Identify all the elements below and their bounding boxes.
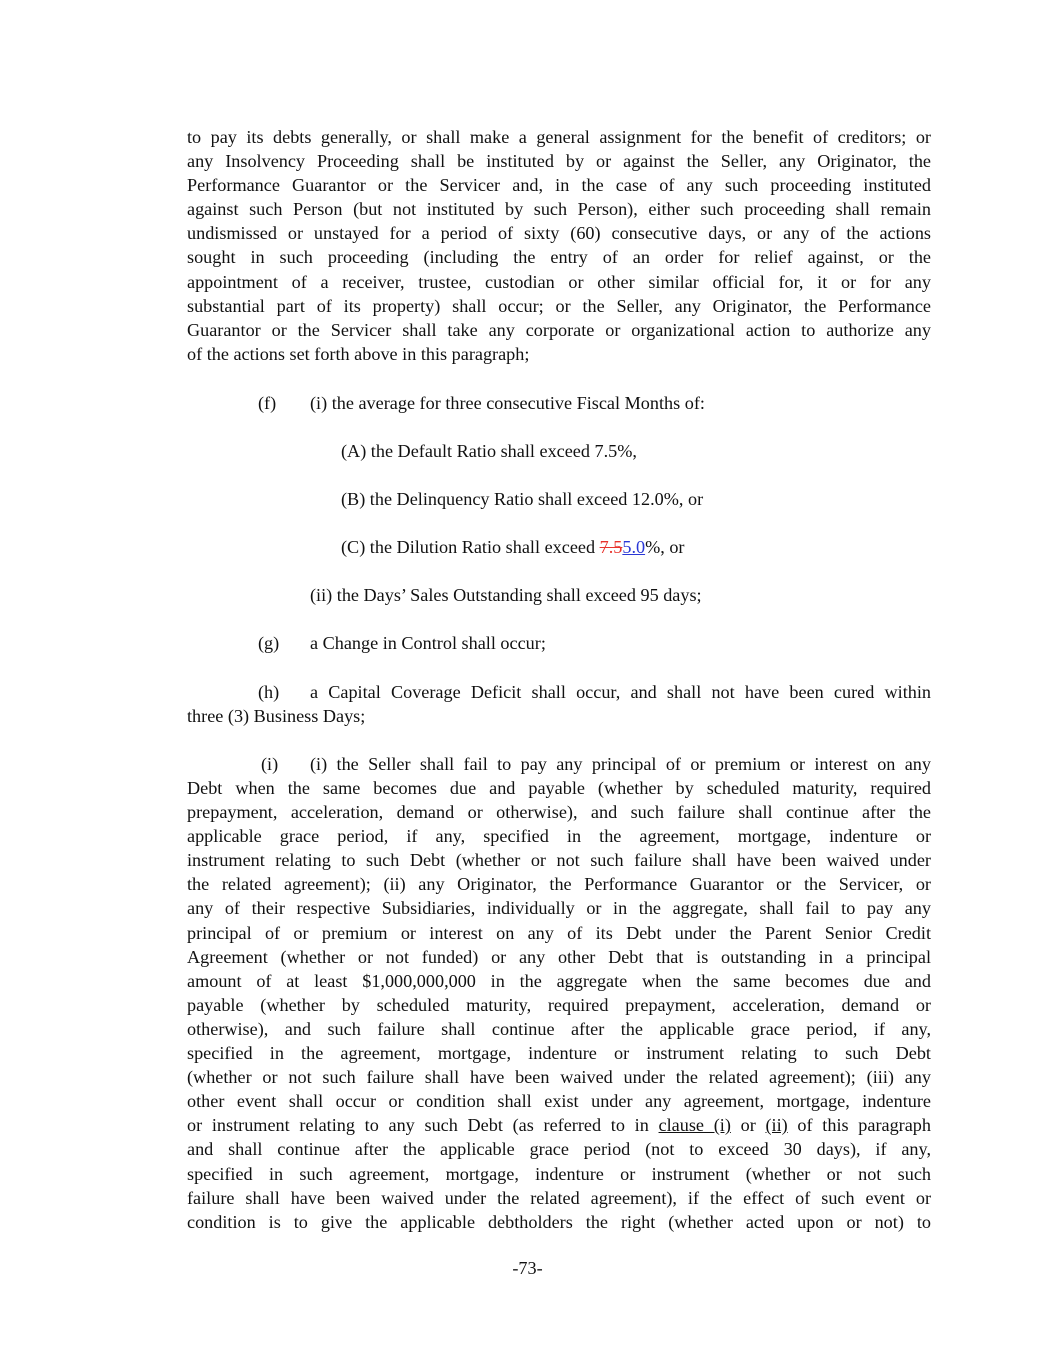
clause-g-label: (g) bbox=[258, 633, 280, 653]
clause-i-body bbox=[187, 776, 931, 1234]
text-line: specified in such agreement, mortgage, indenture or instrument (whether or not such bbox=[187, 1163, 931, 1184]
clause-f-text: (i) the average for three consecutive Fiscal Months of: bbox=[310, 393, 705, 413]
clause-g-text: a Change in Control shall occur; bbox=[310, 633, 546, 653]
clause-f-item-b: (B) the Delinquency Ratio shall exceed 12.0%, or bbox=[341, 489, 704, 509]
text-line: Performance Guarantor or the Servicer and, in the case of any such proceeding instituted bbox=[187, 175, 931, 196]
text-line: any of their respective Subsidiaries, individually or in the aggregate, shall fail to pay any bbox=[187, 898, 931, 919]
text-line: substantial part of its property) shall occur; or the Seller, any Originator, the Performance bbox=[187, 295, 931, 316]
text-line: Debt when the same becomes due and payable (whether by scheduled maturity, required bbox=[187, 778, 931, 798]
item-c-prefix: (C) the Dilution Ratio shall exceed bbox=[341, 537, 600, 557]
item-c-suffix: %, or bbox=[645, 537, 685, 557]
text-line: specified in the agreement, mortgage, indenture or instrument relating to such Debt bbox=[187, 1043, 931, 1064]
text-line: other event shall occur or condition shall exist under any agreement, mortgage, indenture bbox=[187, 1091, 931, 1112]
ref-ref1: clause (i) bbox=[658, 1115, 731, 1136]
clause-f-label: (f) bbox=[258, 393, 277, 413]
text-line: to pay its debts generally, or shall make a general assignment for the benefit of creditors; or bbox=[187, 127, 931, 147]
text-line: otherwise), and such failure shall continue after the applicable grace period, if any, bbox=[187, 1018, 931, 1039]
clause-i-first-line: (i) the Seller shall fail to pay any principal of or premium or interest on any bbox=[310, 754, 931, 774]
text-line: against such Person (but not instituted by such Person), either such proceeding shall remain bbox=[187, 199, 931, 220]
text-line: principal of or premium or interest on any of its Debt under the Parent Senior Credit bbox=[187, 922, 931, 943]
clause-f-item-a: (A) the Default Ratio shall exceed 7.5%, bbox=[341, 441, 637, 461]
page-number: -73- bbox=[512, 1258, 543, 1278]
clause-f-item-c bbox=[341, 535, 684, 559]
text-line: sought in such proceeding (including the entry of an order for relief against, or the bbox=[187, 247, 931, 268]
continuation-paragraph bbox=[187, 125, 931, 366]
text-line: condition is to give the applicable debtholders the right (whether acted upon or not) to bbox=[187, 1211, 931, 1232]
deleted-text: 7.5 bbox=[599, 537, 623, 557]
text-line: payable (whether by scheduled maturity, required prepayment, acceleration, demand or bbox=[187, 994, 931, 1015]
ref-before: or instrument relating to any such Debt (as referred to in bbox=[187, 1115, 659, 1136]
clause-h-text: a Capital Coverage Deficit shall occur, and shall not have been cured within bbox=[310, 682, 931, 702]
text-line: Guarantor or the Servicer shall take any corporate or organizational action to authorize any bbox=[187, 319, 931, 340]
text-line: and shall continue after the applicable grace period (not to exceed 30 days), if any, bbox=[187, 1139, 931, 1160]
ref-after: of this paragraph bbox=[787, 1115, 931, 1136]
reference-line bbox=[187, 1113, 931, 1137]
clause-f-item-ii: (ii) the Days’ Sales Outstanding shall exceed 95 days; bbox=[310, 585, 702, 605]
clause-i-label: (i) bbox=[261, 754, 279, 774]
text-line: amount of at least $1,000,000,000 in the aggregate when the same becomes due and bbox=[187, 970, 931, 991]
text-line: any Insolvency Proceeding shall be instituted by or against the Seller, any Originator, the bbox=[187, 151, 931, 172]
inserted-text: 5.0 bbox=[622, 537, 646, 557]
clause-h-line2: three (3) Business Days; bbox=[187, 706, 366, 726]
text-line: (whether or not such failure shall have been waived under the related agreement); (iii) any bbox=[187, 1067, 931, 1088]
text-line: the related agreement); (ii) any Originator, the Performance Guarantor or the Servicer, or bbox=[187, 874, 931, 895]
ref-mid: or bbox=[730, 1115, 766, 1136]
clause-h-label: (h) bbox=[258, 682, 280, 702]
ref-ref2: (ii) bbox=[765, 1115, 788, 1136]
text-line: instrument relating to such Debt (whether or not such failure shall have been waived under bbox=[187, 850, 931, 871]
text-line: failure shall have been waived under the related agreement), if the effect of such event or bbox=[187, 1187, 931, 1208]
text-line: applicable grace period, if any, specified in the agreement, mortgage, indenture or bbox=[187, 826, 931, 847]
text-line: prepayment, acceleration, demand or otherwise), and such failure shall continue after the bbox=[187, 802, 931, 823]
text-line: of the actions set forth above in this paragraph; bbox=[187, 343, 530, 364]
text-line: undismissed or unstayed for a period of sixty (60) consecutive days, or any of the actions bbox=[187, 223, 931, 244]
text-line: Agreement (whether or not funded) or any other Debt that is outstanding in a principal bbox=[187, 946, 931, 967]
text-line: appointment of a receiver, trustee, custodian or other similar official for, it or for any bbox=[187, 271, 931, 292]
